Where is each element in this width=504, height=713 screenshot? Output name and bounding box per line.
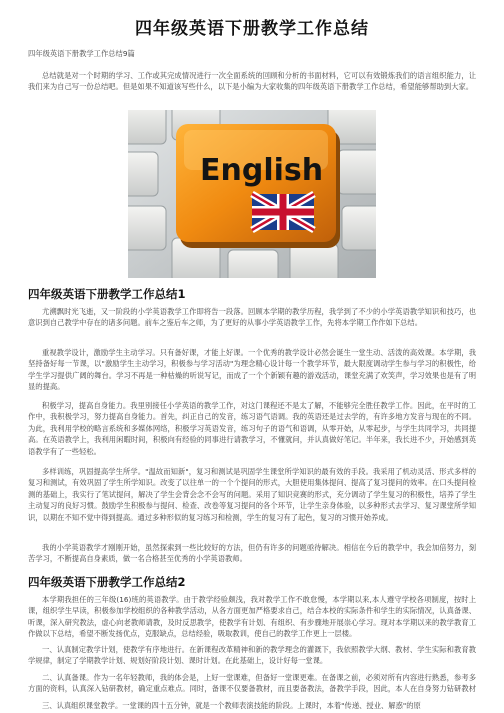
key-label: English [200, 153, 324, 188]
section2-paragraph-4: 三、认真组织课堂教学。一堂课的四十五分钟，就是一个教师表演技能的阶段。上课时，本着"传递、授业、解惑"的原 [42, 701, 421, 710]
section1-paragraph-4: 多样训练，巩固提高学生所学。"温故而知新"，复习和测试是巩固学生课堂所学知识的最有效的手段。我采用了机动灵活、形式多样的复习和测试，有效巩固了学生所学知识。改变了以往单一的一个个提问的形式，大胆使用集体提问、提高了复习提问的效率。在口头提问检测的基础上，我实行了笔试提问，解决了学生会背会念不会写的问题。采用了知识竞赛的形式，充分调动了学生复习的积极性，培养了学生主动复习的良好习惯。鼓励学生积极参与提问、检查、改卷等复习提问的各个环节，让学生亲身体验，以多种形式去学习、复习课堂所学知识，以期在不知不觉中得到提高。通过多种形似的复习练习和检测，学生的复习有了起色，复习的习惯开始养成。 [28, 467, 476, 522]
section1-paragraph-2: 重视教学设计，激励学生主动学习。只有备好课，才能上好课。一个优秀的教学设计必然会诞生一堂生动、活泼的高效课。本学期，我坚持备好每一节课，以"激励学生主动学习，积极参与学习活动"为理念精心设计每一个教学环节，最大限度调动学生参与学习的积极性，给学生学习提供广阔的舞台。学习不再是一种枯燥的听说写记，而成了一个个新颖有趣的游戏活动，课堂充满了欢笑声，学习效果也是有了明显的提高。 [28, 348, 476, 392]
subtitle: 四年级英语下册教学工作总结9篇 [28, 49, 135, 58]
union-jack-icon [252, 194, 314, 230]
keyboard-illustration [128, 110, 376, 278]
document-title: 四年级英语下册教学工作总结 [135, 19, 369, 39]
keyboard-english-key-image [128, 110, 376, 278]
english-key [176, 124, 340, 248]
section1-paragraph-5: 我的小学英语教学才刚刚开始，虽然探索到一些比较好的方法，但仍有许多的问题亟待解决。相信在今后的教学中，我会加倍努力，刻苦学习，不断提高自身素质，做一名合格甚至优秀的小学英语教师。 [28, 543, 476, 564]
section1-paragraph-3: 积极学习，提高自身能力。我里别接任小学英语的教学工作，对这门课程还不是太了解，不能够完全胜任教学工作。因此，在平时的工作中，我积极学习，努力提高自身能力。首先，纠正自己的发音，练习语气语调。我的英语还是过去学的，有许多地方发音与现在的不同。为此，我利用学校的略言系统和多媒体网络，积极学习英语发音，练习句子的语气和语调，从零开始，从零起步，与学生共同学习，共同提高。在英语教学上，我利用闲暇时间，积极向有经验的同事进行请教学习，不懂就问，并认真做好笔记。半年来，我长进不少，开始感到英语教学有了一些轻松。 [28, 401, 476, 456]
section1-paragraph-1: 尤溯飘时光飞逝，又一阶段的小学英语教学工作即将告一段落。回顾本学期的教学历程，我学到了不少的小学英语教学知识和技巧，也意识到自己教学中存在的诸多问题。前车之鉴后车之师，为了更好的从事小学英语教学工作，先将本学期工作作如下总结。 [28, 307, 476, 328]
section-heading-1: 四年级英语下册教学工作总结1 [28, 287, 186, 301]
intro-paragraph: 总结就是对一个时期的学习、工作或其完成情况进行一次全面系统的回顾和分析的书面材料，它可以有效锻炼我们的语言组织能力，让我们来为自己写一份总结吧。但是如果不知道该写些什么，以下是小编为大家收集的四年级英语下册教学工作总结，希望能够帮助到大家。 [28, 71, 476, 92]
section2-paragraph-2: 一、认真制定教学计划，使教学有序地进行。在新课程改革精神和新的教学理念的灌溉下，我依照教学大纲、教材、学生实际和教育教学规律，制定了学期教学计划、规划好阶段计划、课时计划。在此基础上，设计好每一堂课。 [28, 645, 476, 666]
section2-paragraph-1: 本学期我担任的三年级(16)班的英语教学。由于教学经验颇浅，我对教学工作不敢怠慢，本学期以来,本人遵守学校各项制度，按时上课，组织学生早读，积极参加学校组织的各种教学活动，从各方面更加严格要求自己，结合本校的实际条件和学生的实际情况，认真备课、听课，深入研究教法，虚心向老教师请教，及时反思教学，使教学有计划、有组织、有步骤地开展崇心学习。现对本学期以来的教学教育工作做以下总结，希望不断发扬优点，克服缺点，总结经验，吸取教训，使自己的教学工作更上一层楼。 [28, 595, 476, 639]
section-heading-2: 四年级英语下册教学工作总结2 [28, 575, 186, 589]
section2-paragraph-3: 二、认真备课。作为一名年轻教师，我的体会是，上好一堂课难，但备好一堂课更难。在备课之前，必须对所有内容进行熟悉，参考多方面的资料，认真深入钻研教材，确定重点难点。同时，备课不仅要备教材，而且要备教法，备教学手段，因此，本人在自身努力钻研教材 [28, 673, 476, 694]
